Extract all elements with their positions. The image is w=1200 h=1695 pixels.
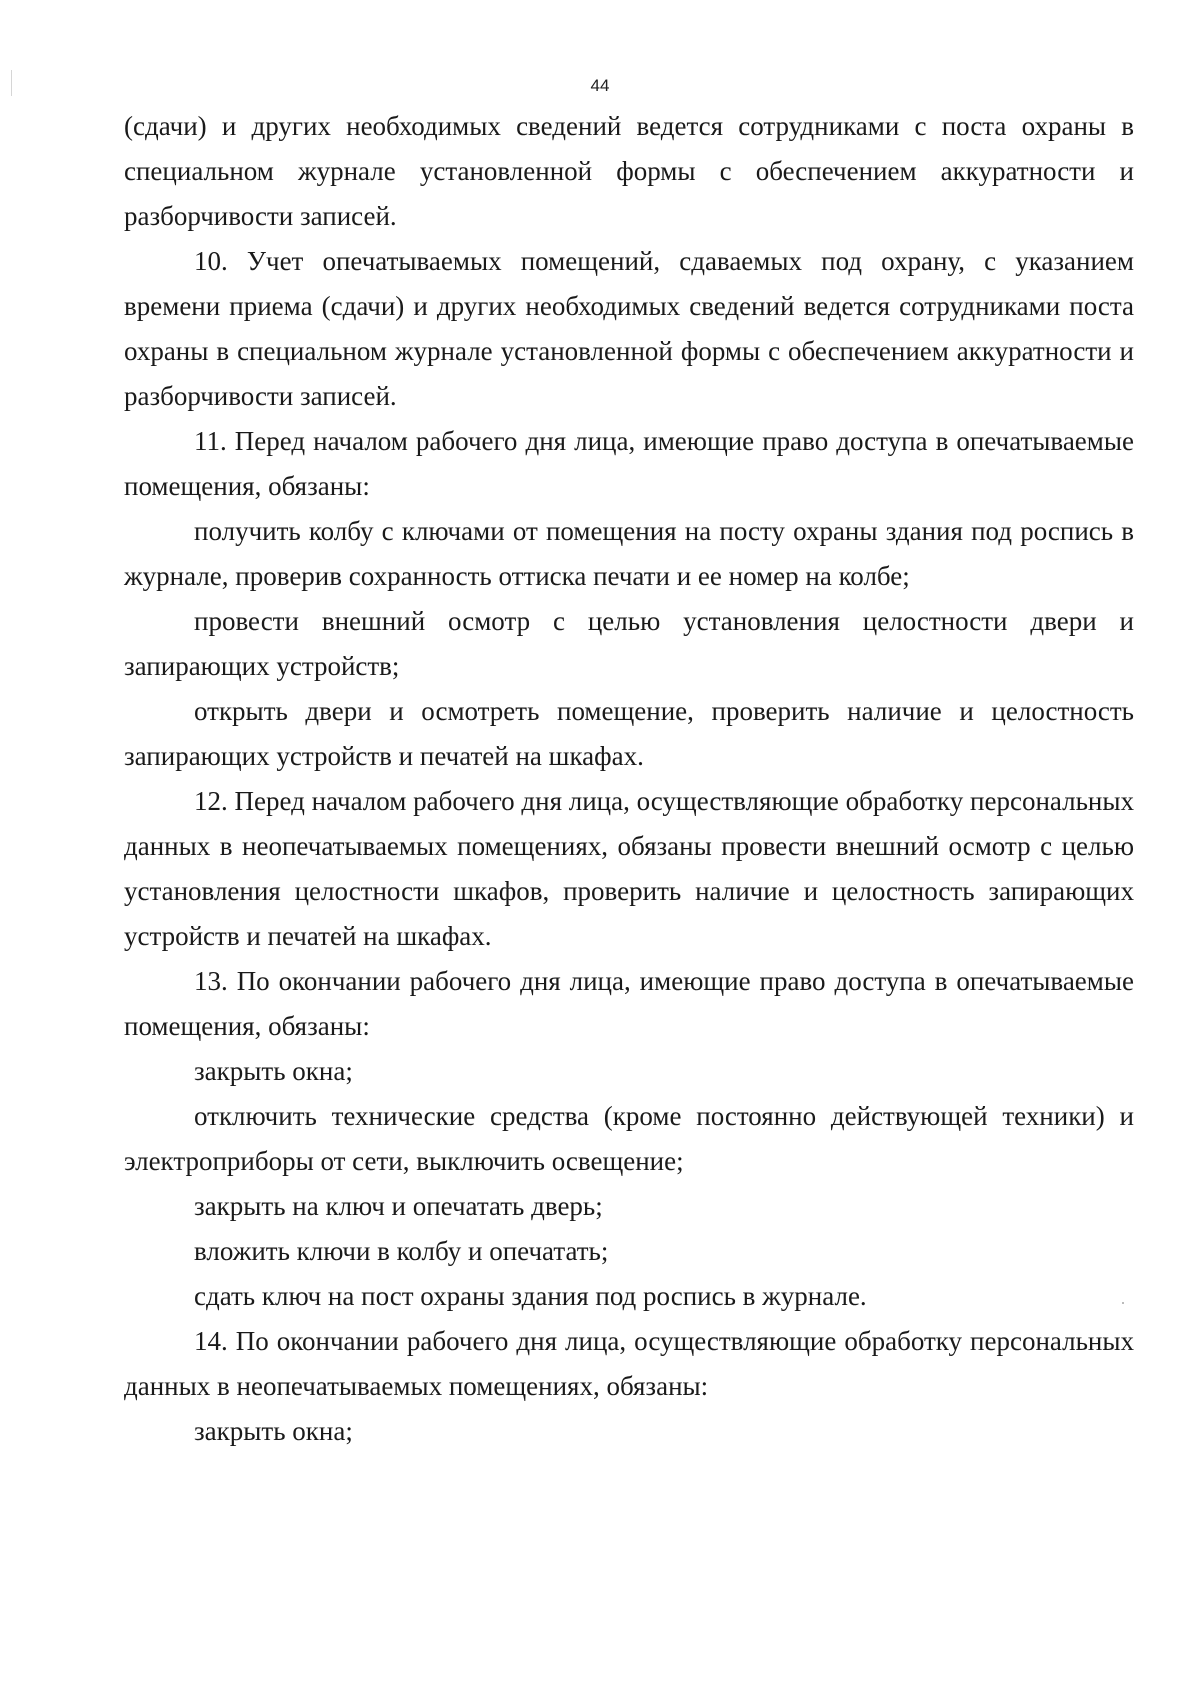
paragraph-subitem: провести внешний осмотр с целью установления целостности двери и запирающих устройств; xyxy=(124,606,1134,681)
paragraph-item-10: 10. Учет опечатываемых помещений, сдаваемых под охрану, с указанием времени приема (сдачи) и других необходимых сведений ведется сотрудниками поста охраны в специальном журнале установленной формы с обеспечением аккуратности и разборчивости записей. xyxy=(124,246,1134,411)
body-text xyxy=(124,104,1134,1454)
paragraph: (сдачи) и других необходимых сведений ведется сотрудниками с поста охраны в специальном журнале установленной формы с обеспечением аккуратности и разборчивости записей. xyxy=(124,111,1134,231)
paragraph-subitem: вложить ключи в колбу и опечатать; xyxy=(194,1236,609,1266)
paragraph-subitem: закрыть окна; xyxy=(194,1056,353,1086)
paragraph-subitem: открыть двери и осмотреть помещение, проверить наличие и целостность запирающих устройств и печатей на шкафах. xyxy=(124,696,1134,771)
paragraph-subitem: сдать ключ на пост охраны здания под роспись в журнале. xyxy=(194,1281,867,1311)
paragraph-subitem: закрыть окна; xyxy=(194,1416,353,1446)
paragraph-item-14: 14. По окончании рабочего дня лица, осуществляющие обработку персональных данных в неопечатываемых помещениях, обязаны: xyxy=(124,1326,1134,1401)
paragraph-subitem: получить колбу с ключами от помещения на посту охраны здания под роспись в журнале, проверив сохранность оттиска печати и ее номер на колбе; xyxy=(124,516,1134,591)
paragraph-subitem: закрыть на ключ и опечатать дверь; xyxy=(194,1191,603,1221)
paragraph-item-11: 11. Перед началом рабочего дня лица, имеющие право доступа в опечатываемые помещения, обязаны: xyxy=(124,426,1134,501)
paragraph-item-12: 12. Перед началом рабочего дня лица, осуществляющие обработку персональных данных в неопечатываемых помещениях, обязаны провести внешний осмотр с целью установления целостности шкафов, проверить наличие и целостность запирающих устройств и печатей на шкафах. xyxy=(124,786,1134,951)
paragraph-item-13: 13. По окончании рабочего дня лица, имеющие право доступа в опечатываемые помещения, обязаны: xyxy=(124,966,1134,1041)
paragraph-subitem: отключить технические средства (кроме постоянно действующей техники) и электроприборы от сети, выключить освещение; xyxy=(124,1101,1134,1176)
page-number: 44 xyxy=(590,76,610,95)
